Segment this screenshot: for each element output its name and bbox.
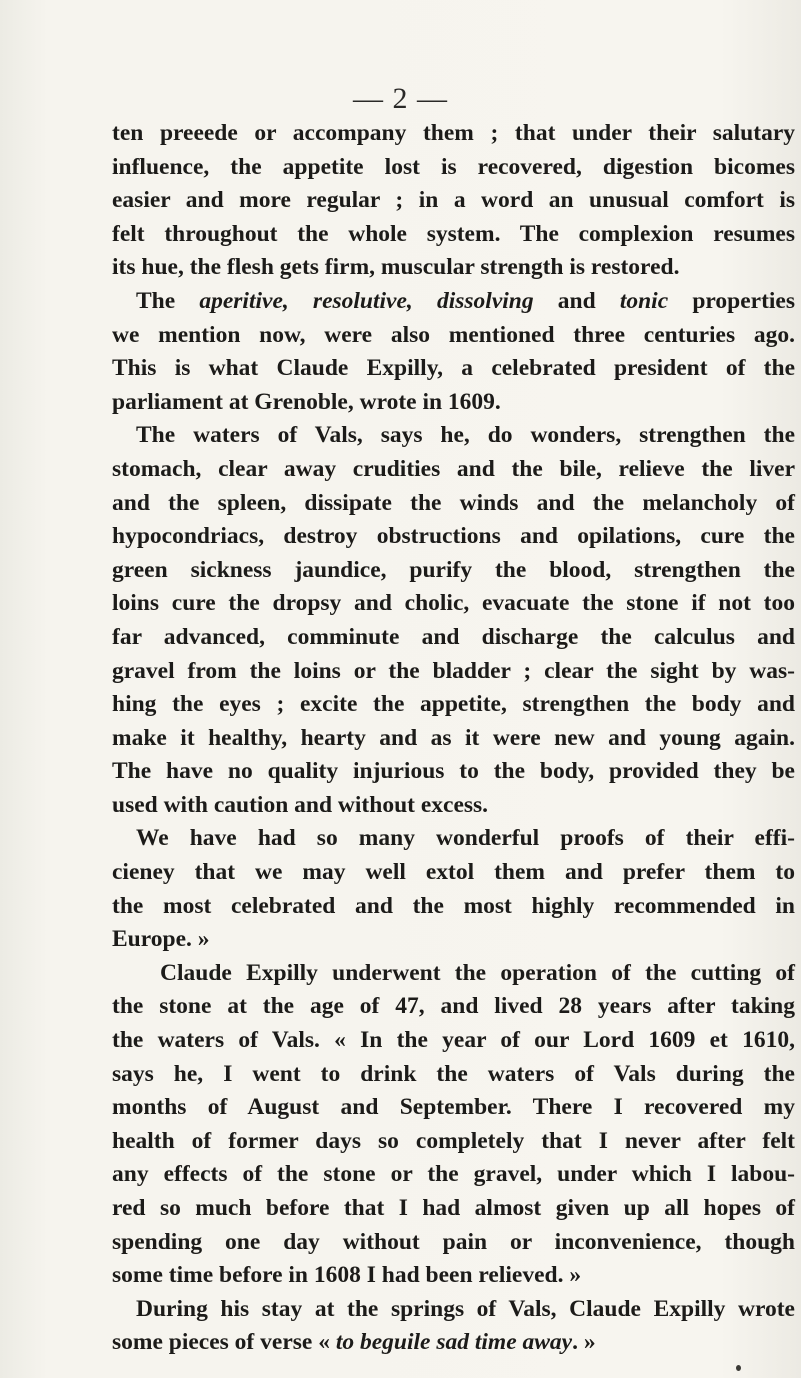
text-run: parliament at Grenoble, wrote in 1609.: [112, 388, 501, 415]
text-line: [112, 520, 795, 554]
text-run: we mention now, were also mentioned three centuries ago.: [112, 321, 795, 348]
text-line: [112, 990, 795, 1024]
text-run: During his stay at the springs of Vals, Claude Expilly wrote: [136, 1295, 795, 1322]
text-run: This is what Claude Expilly, a celebrated president of the: [112, 355, 795, 382]
text-run: the waters of Vals. « In the year of our Lord 1609 et 1610,: [112, 1027, 795, 1054]
text-line: [112, 957, 795, 991]
text-run: felt throughout the whole system. The complexion resumes: [112, 220, 795, 247]
text-line: [112, 1293, 795, 1327]
text-line: [112, 487, 795, 521]
text-line: [112, 1259, 795, 1293]
text-run: some time before in 1608 I had been relieved. »: [112, 1262, 582, 1289]
text-run: cieney that we may well extol them and prefer them to: [112, 859, 795, 886]
text-line: [112, 822, 795, 856]
italic-text: to beguile sad time away: [335, 1329, 573, 1356]
text-run: green sickness jaundice, purify the blood, strengthen the: [112, 556, 795, 583]
text-line: [112, 1226, 795, 1260]
text-run: Europe. »: [112, 926, 210, 953]
text-line: [112, 1125, 795, 1159]
text-run: hypocondriacs, destroy obstructions and opilations, cure the: [112, 523, 795, 550]
text-run: any effects of the stone or the gravel, under which I labou-: [112, 1161, 795, 1188]
italic-text: tonic: [619, 287, 669, 314]
text-line: [112, 621, 795, 655]
text-line: [112, 251, 795, 285]
text-line: [112, 151, 795, 185]
text-run: make it healthy, hearty and as it were new and young again.: [112, 724, 795, 751]
text-run: properties: [668, 287, 795, 314]
text-run: months of August and September. There I recovered my: [112, 1094, 795, 1121]
text-line: [112, 386, 795, 420]
italic-text: aperitive, resolutive, dissolving: [199, 287, 534, 314]
text-line: [112, 352, 795, 386]
text-line: [112, 755, 795, 789]
text-line: [112, 218, 795, 252]
text-line: [112, 923, 795, 957]
text-run: its hue, the flesh gets firm, muscular strength is restored.: [112, 254, 680, 281]
text-run: easier and more regular ; in a word an unusual comfort is: [112, 187, 795, 214]
page-number: — 2 —: [353, 82, 448, 115]
text-line: [112, 890, 795, 924]
text-run: far advanced, comminute and discharge the calculus and: [112, 623, 795, 650]
text-run: ten preeede or accompany them ; that under their salutary: [112, 120, 795, 146]
text-line: [112, 856, 795, 890]
text-run: used with caution and without excess.: [112, 791, 489, 818]
text-run: gravel from the loins or the bladder ; clear the sight by was-: [112, 657, 795, 684]
text-line: [112, 453, 795, 487]
text-line: [112, 184, 795, 218]
text-line: [112, 554, 795, 588]
text-run: stomach, clear away crudities and the bile, relieve the liver: [112, 455, 795, 482]
text-line: [112, 1326, 795, 1360]
text-line: [112, 1158, 795, 1192]
text-run: health of former days so completely that I never after felt: [112, 1127, 795, 1154]
text-line: [112, 587, 795, 621]
text-line: [112, 688, 795, 722]
text-run: hing the eyes ; excite the appetite, strengthen the body and: [112, 691, 795, 718]
text-run: The: [136, 287, 200, 314]
text-run: the most celebrated and the most highly recommended in: [112, 892, 795, 919]
text-run: The have no quality injurious to the body, provided they be: [112, 758, 795, 785]
text-run: Claude Expilly underwent the operation of the cutting of: [160, 959, 795, 986]
text-run: some pieces of verse «: [112, 1329, 336, 1356]
ink-speck: [736, 1365, 741, 1371]
text-run: spending one day without pain or inconvenience, though: [112, 1228, 795, 1255]
text-run: The waters of Vals, says he, do wonders, strengthen the: [136, 422, 795, 449]
text-line: [112, 1024, 795, 1058]
body-text: [112, 117, 795, 1360]
text-run: the stone at the age of 47, and lived 28 years after taking: [112, 993, 795, 1020]
text-line: [112, 117, 795, 151]
text-run: red so much before that I had almost given up all hopes of: [112, 1195, 795, 1221]
text-run: . »: [572, 1329, 596, 1356]
text-run: and: [533, 287, 620, 314]
text-line: [112, 1192, 795, 1226]
text-line: [112, 655, 795, 689]
text-line: [112, 789, 795, 823]
text-line: [112, 319, 795, 353]
text-run: influence, the appetite lost is recovered, digestion bicomes: [112, 153, 795, 180]
text-run: and the spleen, dissipate the winds and the melancholy of: [112, 489, 795, 516]
text-line: [112, 722, 795, 756]
text-line: [112, 1091, 795, 1125]
text-run: says he, I went to drink the waters of Vals during the: [112, 1060, 795, 1087]
text-line: [112, 1058, 795, 1092]
text-line: [112, 285, 795, 319]
text-run: loins cure the dropsy and cholic, evacuate the stone if not too: [112, 590, 795, 617]
text-line: [112, 419, 795, 453]
text-run: We have had so many wonderful proofs of their effi-: [136, 825, 795, 852]
